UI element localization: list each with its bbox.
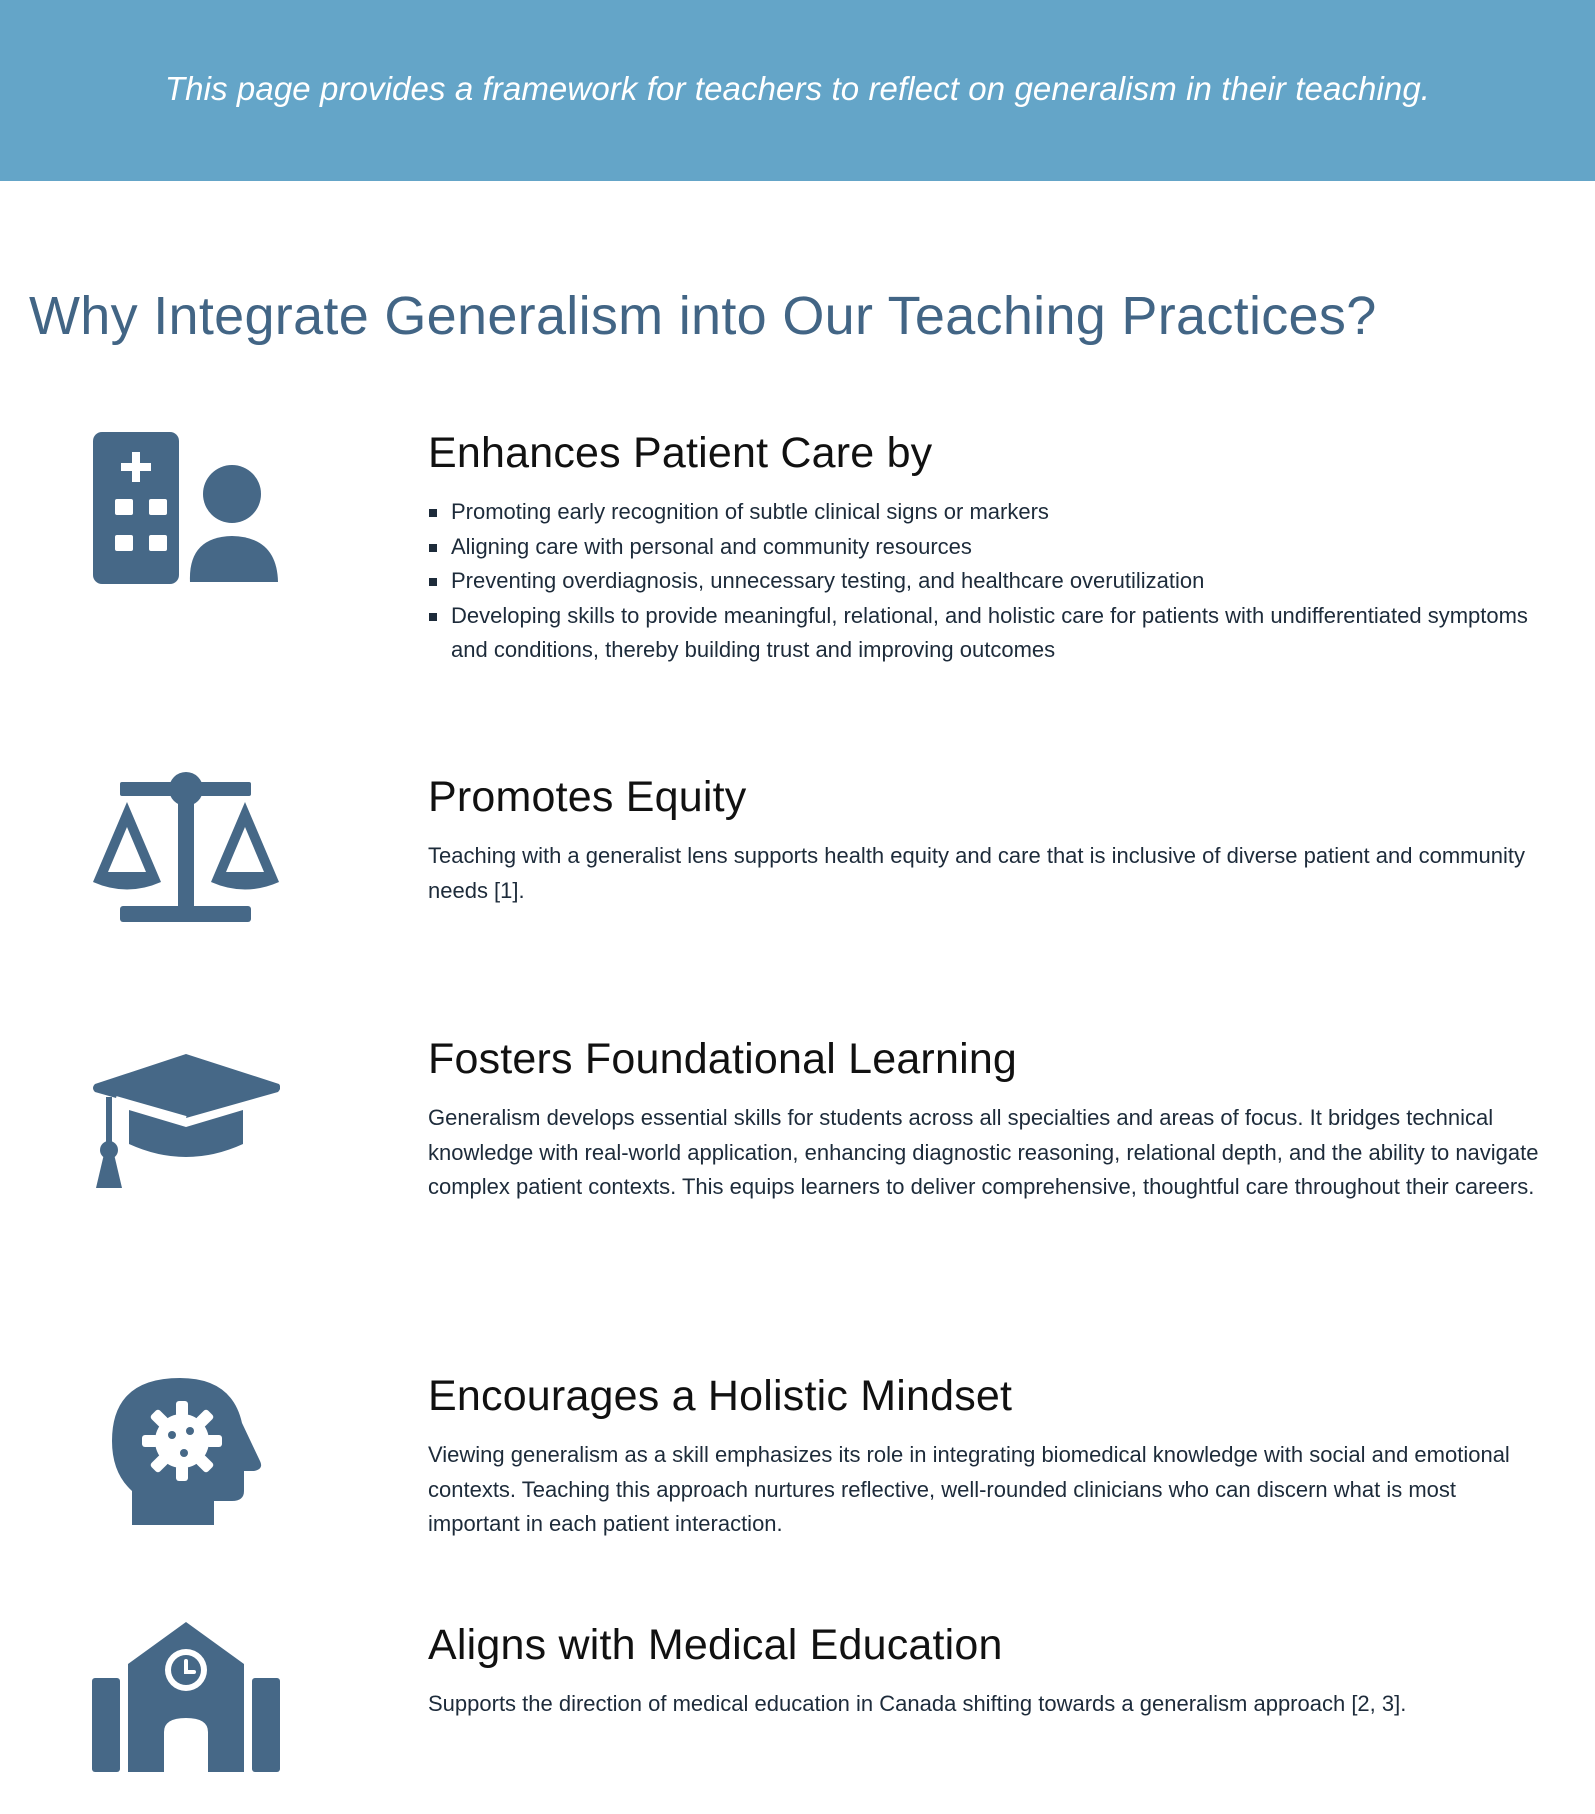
section-text: Viewing generalism as a skill emphasizes its role in integrating biomedical knowledge with social and emotional contexts. Teaching this approach nurtures reflective, well-rounded clinicians who can discern what is most important in each patient interaction. <box>428 1442 1510 1536</box>
hospital-user-icon <box>92 432 280 584</box>
list-item: Preventing overdiagnosis, unnecessary testing, and healthcare overutilization <box>428 564 1548 599</box>
graduation-cap-icon <box>92 1052 280 1204</box>
section-title: Promotes Equity <box>428 773 747 821</box>
bullet-list <box>428 495 1548 668</box>
section-content <box>428 425 1548 668</box>
section-title: Fosters Foundational Learning <box>428 1035 1018 1083</box>
head-gear-icon <box>92 1373 280 1525</box>
section-content <box>428 1031 1548 1205</box>
section-content <box>428 1617 1548 1722</box>
scale-balance-icon <box>92 772 280 924</box>
section-content <box>428 1368 1548 1542</box>
section-text: Generalism develops essential skills for students across all specialties and areas of focus. It bridges technical knowledge with real-world application, enhancing diagnostic reasoning, relational depth, and the ability to navigate complex patient contexts. This equips learners to deliver comprehensive, thoughtful care throughout their careers. <box>428 1105 1539 1199</box>
list-item: Aligning care with personal and community resources <box>428 530 1548 565</box>
header-banner <box>0 0 1595 181</box>
school-clock-icon <box>92 1622 280 1774</box>
section-text: Teaching with a generalist lens supports health equity and care that is inclusive of diverse patient and community needs [1]. <box>428 843 1525 903</box>
page-title: Why Integrate Generalism into Our Teaching Practices? <box>29 286 1377 346</box>
banner-text: This page provides a framework for teachers to reflect on generalism in their teaching. <box>164 69 1431 107</box>
list-item: Promoting early recognition of subtle clinical signs or markers <box>428 495 1548 530</box>
section-title: Enhances Patient Care by <box>428 429 933 477</box>
section-text: Supports the direction of medical education in Canada shifting towards a generalism approach [2, 3]. <box>428 1691 1407 1716</box>
section-content <box>428 769 1548 908</box>
section-title: Aligns with Medical Education <box>428 1621 1003 1669</box>
list-item: Developing skills to provide meaningful, relational, and holistic care for patients with undifferentiated symptoms and conditions, thereby building trust and improving outcomes <box>428 599 1548 668</box>
section-title: Encourages a Holistic Mindset <box>428 1372 1013 1420</box>
